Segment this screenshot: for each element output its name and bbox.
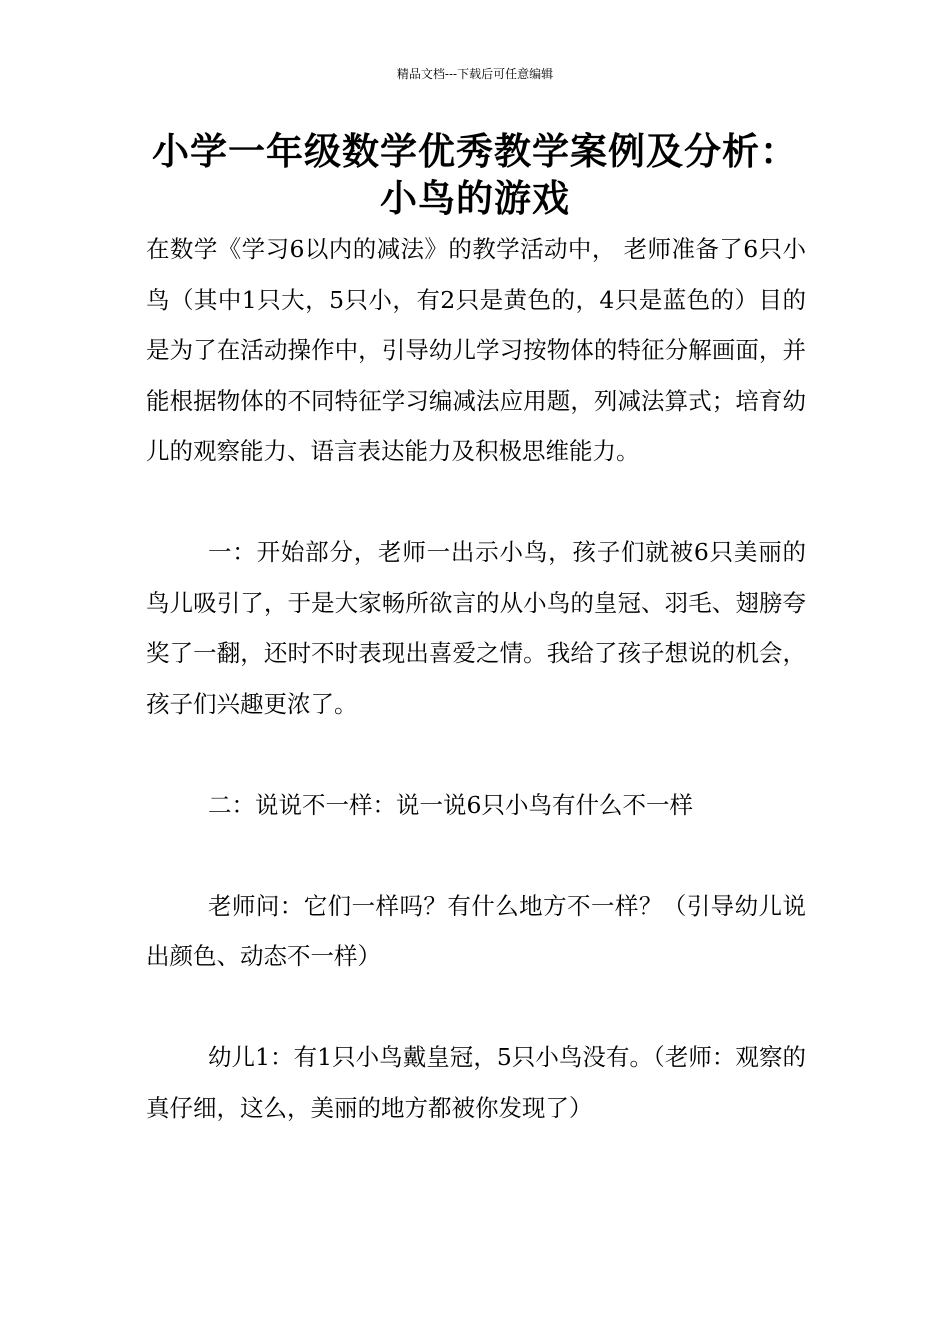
child-answer-paragraph: 幼儿1：有1只小鸟戴皇冠，5只小鸟没有。（老师：观察的真仔细，这么，美丽的地方都被你发现了） <box>146 1043 806 1122</box>
paragraph-spacer <box>146 982 806 1033</box>
header-note: 精品文档---下载后可任意编辑 <box>396 67 554 81</box>
section-one-paragraph: 一：开始部分，老师一出示小鸟，孩子们就被6只美丽的鸟儿吸引了，于是大家畅所欲言的从小鸟的皇冠、羽毛、翅膀夸奖了一翻，还时不时表现出喜爱之情。我给了孩子想说的机会，孩子们兴趣更浓了。 <box>146 538 806 718</box>
paragraph-spacer <box>146 729 806 780</box>
page-title <box>100 128 850 222</box>
intro-paragraph: 在数学《学习6以内的减法》的教学活动中， 老师准备了6只小鸟（其中1只大，5只小，有2只是黄色的，4只是蓝色的）目的是为了在活动操作中，引导幼儿学习按物体的特征分解画面，并能根据物体的不同特征学习编减法应用题，列减法算式；培育幼儿的观察能力、语言表达能力及积极思维能力。 <box>146 235 806 465</box>
paragraph-spacer <box>146 830 806 881</box>
section-two-heading: 二：说说不一样：说一说6只小鸟有什么不一样 <box>208 790 693 819</box>
paragraph-spacer <box>146 477 806 528</box>
title-line-2: 小鸟的游戏 <box>380 177 570 220</box>
teacher-question-paragraph: 老师问：它们一样吗？有什么地方不一样？（引导幼儿说出颜色、动态不一样） <box>146 891 806 970</box>
title-line-1: 小学一年级数学优秀教学案例及分析： <box>152 130 798 173</box>
document-body <box>146 224 806 1133</box>
